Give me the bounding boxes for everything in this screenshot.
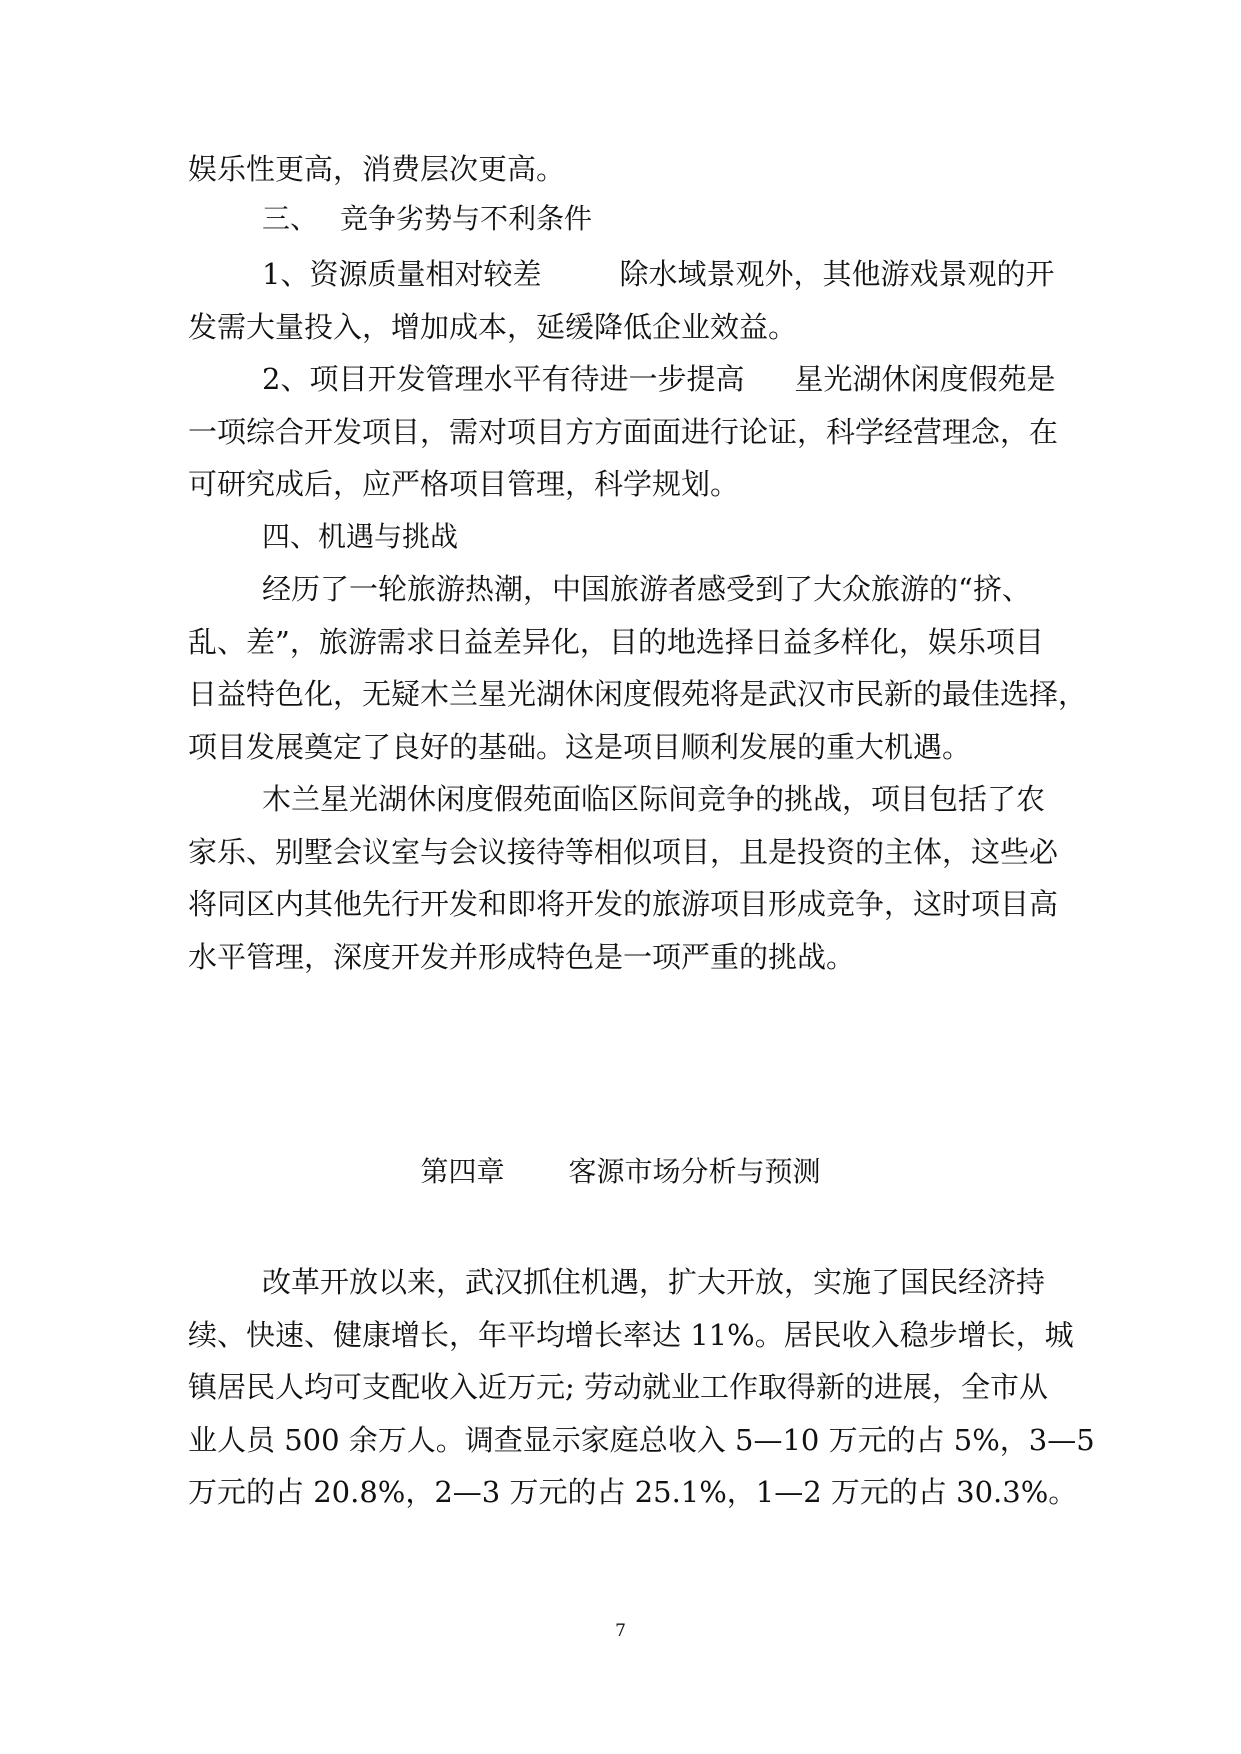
section-heading-title: 竞争劣势与不利条件: [340, 202, 593, 235]
paragraph-line: 娱乐性更高，消费层次更高。: [188, 152, 566, 186]
paragraph-line: 可研究成后，应严格项目管理，科学规划。: [188, 467, 740, 501]
paragraph-line: 业人员 500 余万人。调查显示家庭总收入 5—10 万元的占 5%，3—5: [188, 1423, 1095, 1457]
paragraph-line: [262, 359, 1132, 399]
paragraph-line: 改革开放以来，武汉抓住机遇，扩大开放，实施了国民经济持: [262, 1265, 1046, 1299]
paragraph-line: 家乐、别墅会议室与会议接待等相似项目，且是投资的主体，这些必: [188, 835, 1059, 869]
paragraph-line: [262, 254, 1132, 294]
paragraph-line: 水平管理，深度开发并形成特色是一项严重的挑战。: [188, 940, 856, 974]
paragraph-line: 木兰星光湖休闲度假苑面临区际间竞争的挑战，项目包括了农: [262, 782, 1046, 816]
paragraph-line: 项目发展奠定了良好的基础。这是项目顺利发展的重大机遇。: [188, 730, 972, 764]
section-heading-number: 三、: [262, 202, 319, 235]
page-number: 7: [615, 1621, 626, 1641]
paragraph-line: 发需大量投入，增加成本，延缓降低企业效益。: [188, 310, 798, 344]
chapter-heading: [0, 1152, 1241, 1192]
paragraph-line: 乱、差”，旅游需求日益差异化，目的地选择日益多样化，娱乐项目: [188, 625, 1044, 659]
chapter-title: 客源市场分析与预测: [568, 1155, 821, 1188]
paragraph-line: 万元的占 20.8%，2—3 万元的占 25.1%，1—2 万元的占 30.3%。: [188, 1475, 1078, 1509]
chapter-number: 第四章: [420, 1155, 505, 1188]
paragraph-line: 将同区内其他先行开发和即将开发的旅游项目形成竞争，这时项目高: [188, 887, 1059, 921]
subheading-text: 1、资源质量相对较差: [262, 257, 542, 291]
subheading-text: 2、项目开发管理水平有待进一步提高: [262, 362, 745, 396]
paragraph-line: 镇居民人均可支配收入近万元; 劳动就业工作取得新的进展，全市从: [188, 1370, 1048, 1404]
paragraph-line: 续、快速、健康增长，年平均增长率达 11%。居民收入稳步增长，城: [188, 1318, 1074, 1352]
paragraph-line: 日益特色化，无疑木兰星光湖休闲度假苑将是武汉市民新的最佳选择，: [188, 677, 1088, 711]
paragraph-text: 除水域景观外，其他游戏景观的开: [619, 257, 1055, 291]
section-heading-4: 四、机遇与挑战: [262, 520, 459, 553]
paragraph-line: 一项综合开发项目，需对项目方方面面进行论证，科学经营理念，在: [188, 415, 1059, 449]
paragraph-text: 星光湖休闲度假苑是: [794, 362, 1056, 396]
section-heading-3: [262, 199, 1132, 239]
paragraph-line: 经历了一轮旅游热潮，中国旅游者感受到了大众旅游的“挤、: [262, 572, 1031, 606]
